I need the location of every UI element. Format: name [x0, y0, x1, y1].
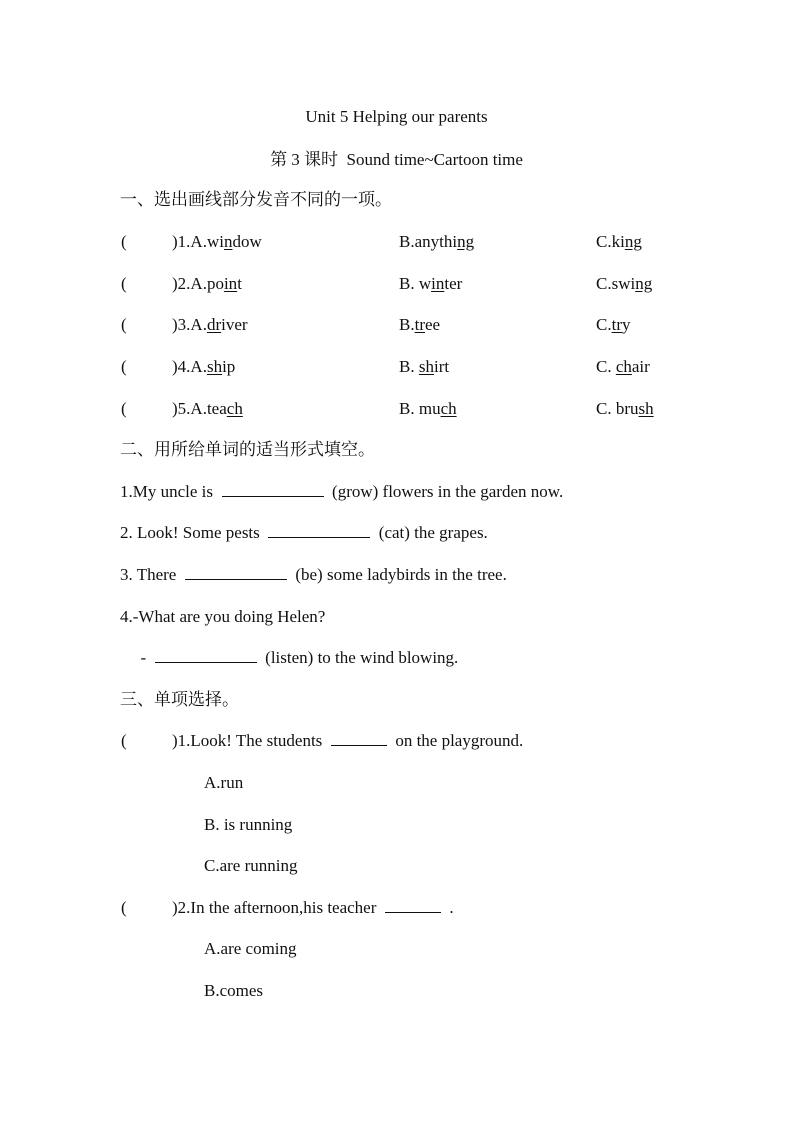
option-b: B. much	[399, 399, 457, 418]
section2-heading: 二、用所给单词的适当形式填空。	[120, 440, 375, 459]
fill-in-item: 3. There (be) some ladybirds in the tree.	[120, 565, 507, 584]
answer-paren: (	[121, 274, 127, 293]
option-c: C.try	[596, 315, 631, 334]
option-c: C.swing	[596, 274, 653, 293]
option-a: )3.A.driver	[172, 315, 248, 334]
fill-in-item: - (listen) to the wind blowing.	[132, 648, 459, 667]
answer-blank[interactable]	[155, 648, 257, 663]
question-stem: )1.Look! The students on the playground.	[172, 731, 524, 750]
page-title: Unit 5 Helping our parents	[305, 107, 488, 126]
option-a: )2.A.point	[172, 274, 242, 293]
section1-heading: 一、选出画线部分发音不同的一项。	[120, 190, 392, 209]
answer-paren: (	[121, 898, 127, 917]
option-a: )1.A.window	[172, 232, 262, 251]
option-b: B.tree	[399, 315, 441, 334]
answer-blank[interactable]	[268, 523, 370, 538]
fill-in-item: 4.-What are you doing Helen?	[120, 607, 326, 626]
section3-heading: 三、单项选择。	[120, 690, 239, 709]
option-a: )5.A.teach	[172, 399, 243, 418]
answer-blank[interactable]	[385, 898, 441, 913]
answer-paren: (	[121, 315, 127, 334]
answer-paren: (	[121, 232, 127, 251]
answer-paren: (	[121, 399, 127, 418]
option-b: B. winter	[399, 274, 463, 293]
choice-option: A.are coming	[204, 939, 297, 958]
answer-blank[interactable]	[222, 482, 324, 497]
choice-option: A.run	[204, 773, 244, 792]
question-stem: )2.In the afternoon,his teacher .	[172, 898, 454, 917]
option-b: B.anything	[399, 232, 475, 251]
option-b: B. shirt	[399, 357, 450, 376]
fill-in-item: 2. Look! Some pests (cat) the grapes.	[120, 523, 488, 542]
option-c: C. chair	[596, 357, 650, 376]
fill-in-item: 1.My uncle is (grow) flowers in the garden now.	[120, 482, 564, 501]
choice-option: B. is running	[204, 815, 293, 834]
answer-blank[interactable]	[185, 565, 287, 580]
answer-paren: (	[121, 731, 127, 750]
page-subtitle: 第 3 课时 Sound time~Cartoon time	[270, 150, 523, 169]
answer-paren: (	[121, 357, 127, 376]
choice-option: C.are running	[204, 856, 298, 875]
choice-option: B.comes	[204, 981, 264, 1000]
option-a: )4.A.ship	[172, 357, 236, 376]
option-c: C.king	[596, 232, 642, 251]
option-c: C. brush	[596, 399, 654, 418]
answer-blank[interactable]	[331, 731, 387, 746]
